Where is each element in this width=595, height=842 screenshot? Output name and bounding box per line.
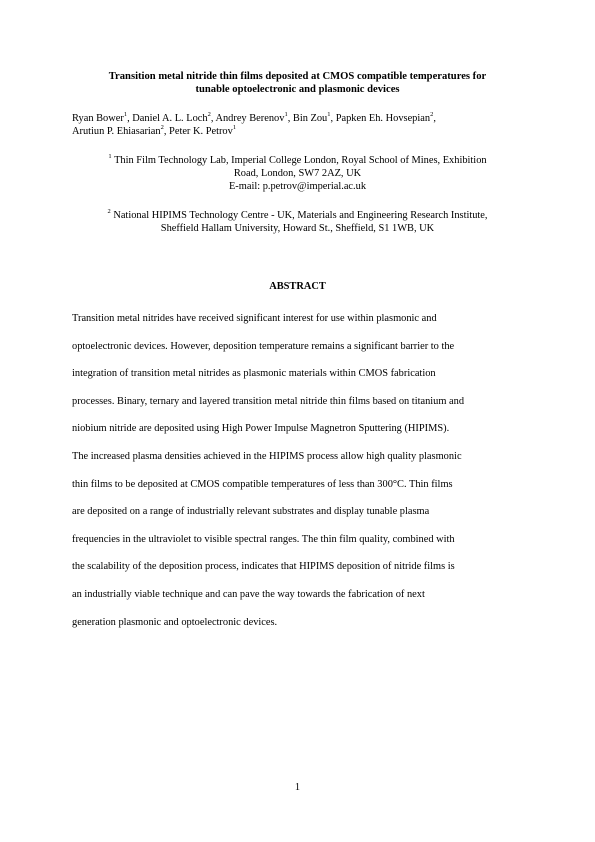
affiliation-1-line-2: Road, London, SW7 2AZ, UK: [233, 168, 362, 179]
abstract-heading: ABSTRACT: [269, 281, 326, 292]
author: Bin Zou$^1$,: [292, 110, 336, 124]
abstract-line: are deposited on a range of industrially relevant substrates and display tunable plasma: [72, 506, 430, 518]
abstract-line: integration of transition metal nitrides as plasmonic materials within CMOS fabrication: [72, 368, 436, 380]
abstract-line: the scalability of the deposition process, indicates that HIPIMS deposition of nitride films is: [72, 561, 455, 573]
abstract-line: The increased plasma densities achieved in the HIPIMS process allow high quality plasmonic: [72, 450, 462, 462]
affiliation-2-marker: 2: [107, 207, 111, 215]
abstract-line: Transition metal nitrides have received significant interest for use within plasmonic and: [72, 313, 437, 324]
author: Daniel A. L. Loch$^2$,: [132, 110, 216, 124]
abstract-line: generation plasmonic and optoelectronic devices.: [72, 616, 278, 628]
abstract-line: thin films to be deposited at CMOS compatible temperatures of less than 300°C. Thin films: [72, 478, 453, 490]
title-line-2: tunable optoelectronic and plasmonic devices: [195, 84, 400, 95]
author-list: [72, 112, 523, 138]
affiliation-2-line-2: Sheffield Hallam University, Howard St., Sheffield, S1 1WB, UK: [160, 223, 435, 234]
affiliation-1-line-1: Thin Film Technology Lab, Imperial College London, Royal School of Mines, Exhibition: [111, 155, 487, 166]
affiliation-2: [72, 209, 523, 235]
abstract-line: optoelectronic devices. However, deposition temperature remains a significant barrier to the: [72, 340, 455, 352]
affiliation-1-marker: 1: [108, 152, 112, 160]
page-number: 1: [294, 782, 301, 793]
author: Andrey Berenov$^1$,: [215, 110, 293, 124]
abstract-line: processes. Binary, ternary and layered transition metal nitride thin films based on titanium and: [72, 395, 465, 407]
author: Peter K. Petrov$^1$: [169, 123, 237, 137]
author: Arutiun P. Ehiasarian$^2$,: [72, 123, 170, 137]
title-line-1: Transition metal nitride thin films deposited at CMOS compatible temperatures for: [108, 71, 487, 82]
paper-title: [72, 70, 523, 96]
affiliation-2-line-1: National HIPIMS Technology Centre - UK, Materials and Engineering Research Institute,: [110, 210, 488, 221]
affiliation-1: [72, 154, 523, 193]
abstract-line: niobium nitride are deposited using High Power Impulse Magnetron Sputtering (HIPIMS).: [72, 423, 450, 435]
abstract-body: [72, 305, 523, 636]
corresponding-email: E-mail: p.petrov@imperial.ac.uk: [228, 181, 367, 192]
abstract-line: frequencies in the ultraviolet to visible spectral ranges. The thin film quality, combined with: [72, 533, 455, 545]
author: Papken Eh. Hovsepian$^2$,: [335, 110, 436, 124]
abstract-line: an industrially viable technique and can pave the way towards the fabrication of next: [72, 588, 425, 600]
author: Ryan Bower$^1$,: [72, 110, 133, 124]
